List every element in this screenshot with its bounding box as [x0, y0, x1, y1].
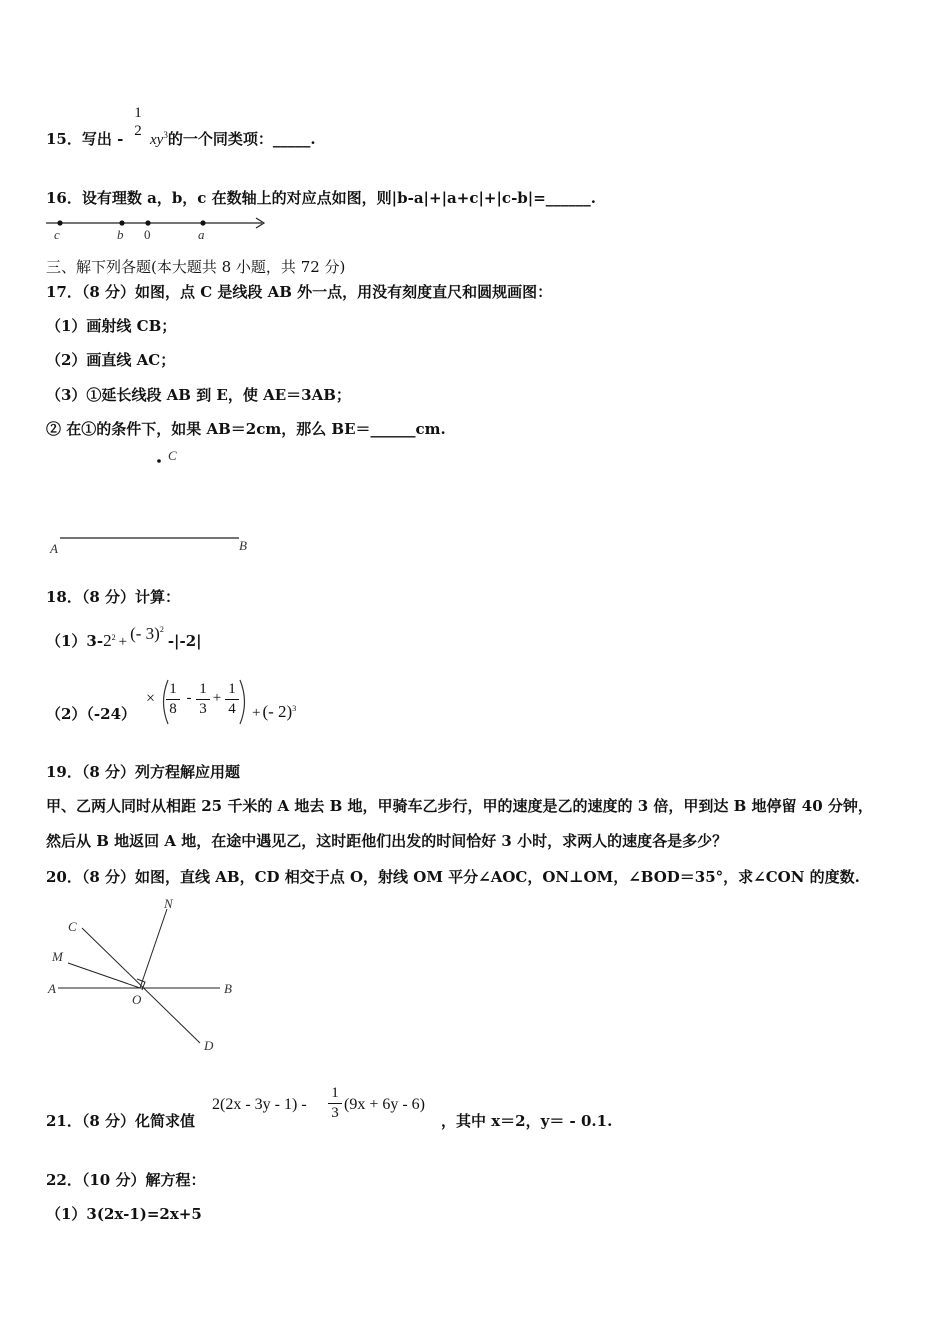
label-c: C: [68, 919, 77, 934]
q15-exp: 3: [163, 130, 168, 140]
q22-part1: （1）3(2x-1)=2x+5: [46, 1205, 202, 1223]
frac-1-den: 8: [166, 699, 180, 719]
frac-2-num: 1: [199, 681, 207, 697]
q21-fraction: [328, 1084, 342, 1123]
q21-tail: ，其中 x＝2，y＝ - 0.1.: [441, 1112, 613, 1130]
point-0-dot: [145, 220, 150, 225]
q15-fraction: [131, 104, 145, 140]
q18-p1-b-exp: 2: [159, 625, 164, 634]
q19-stem: 19．（8 分）列方程解应用题: [46, 763, 241, 781]
point-c-dot: [57, 220, 62, 225]
point-a-label: a: [198, 227, 205, 242]
ray-on: [140, 909, 167, 988]
q19-line1: 甲、乙两人同时从相距 25 千米的 A 地去 B 地，甲骑车乙步行，甲的速度是乙的速度的 3 倍，甲到达 B 地停留 40 分钟，: [46, 797, 873, 815]
q18-p2-label: （2）（-24）: [46, 705, 137, 723]
q18-p1-tail: -|-2|: [167, 632, 202, 650]
ray-om: [68, 963, 140, 988]
q17-figure: [46, 445, 266, 560]
frac-3-den: 4: [225, 699, 239, 719]
frac-1-num: 1: [169, 681, 177, 697]
label-b: B: [224, 981, 232, 996]
q18-frac-3: [225, 680, 239, 719]
q21-expr-a: 2(2x - 3y - 1) -: [212, 1096, 307, 1113]
q21-frac-num: 1: [331, 1085, 339, 1101]
q17-part4: ② 在①的条件下，如果 AB＝2cm，那么 BE＝______cm.: [46, 420, 446, 438]
q20-stem: 20．（8 分）如图，直线 AB，CD 相交于点 O，射线 OM 平分∠AOC，ON⊥OM，∠BOD＝35°，求∠CON 的度数.: [46, 868, 860, 886]
q18-p2-plus2: +: [252, 705, 261, 721]
q15-term: xy: [150, 132, 164, 148]
frac-3-num: 1: [228, 681, 236, 697]
point-c-label: C: [168, 448, 177, 463]
section-3-heading: 三、解下列各题(本大题共 8 小题，共 72 分): [46, 258, 346, 276]
q18-p2-times: ×: [146, 690, 156, 707]
q18-p1-b: (- 3): [130, 624, 160, 643]
label-o: O: [132, 992, 142, 1007]
label-m: M: [52, 949, 63, 964]
q18-p2-plus: +: [212, 690, 222, 706]
q17-part2: （2）画直线 AC；: [46, 351, 176, 369]
q18-frac-2: [196, 680, 210, 719]
q18-p1-label: （1）3-: [46, 632, 104, 650]
q19-line2: 然后从 B 地返回 A 地，在途中遇见乙，这时距他们出发的时间恰好 3 小时，求两人的速度各是多少？: [46, 832, 728, 850]
q22-stem: 22．（10 分）解方程：: [46, 1171, 206, 1189]
point-b-label: B: [239, 538, 247, 553]
label-a: A: [48, 981, 56, 996]
frac-2-den: 3: [196, 699, 210, 719]
q18-p1-plus: +: [118, 634, 128, 650]
point-c-label: c: [54, 227, 60, 242]
right-paren-big: [238, 678, 250, 726]
q15-frac-num: 1: [134, 105, 142, 121]
q18-stem: 18．（8 分）计算：: [46, 588, 181, 606]
q15-frac-den: 2: [134, 123, 142, 139]
q15-label: 15．写出 -: [46, 130, 124, 148]
q18-p2-pow-exp: 3: [292, 704, 297, 713]
label-n: N: [164, 896, 173, 911]
q18-p2-pow: (- 2): [262, 702, 293, 721]
q18-p2-tail: [252, 702, 296, 722]
point-0-label: 0: [144, 227, 151, 242]
q17-part3: （3）①延长线段 AB 到 E，使 AE＝3AB；: [46, 386, 351, 404]
q18-p2-minus: -: [186, 690, 192, 706]
q16-text: 16．设有理数 a，b，c 在数轴上的对应点如图，则|b-a|+|a+c|+|c-b|=______.: [46, 189, 597, 207]
q18-frac-1: [166, 680, 180, 719]
q15-rest: [150, 128, 316, 149]
label-d: D: [204, 1038, 214, 1053]
point-b-dot: [119, 220, 124, 225]
q15-suffix: 的一个同类项：_____.: [167, 130, 316, 148]
q18-part1: [46, 624, 202, 651]
q18-p1-a-exp: 2: [111, 633, 116, 642]
q17-part1: （1）画射线 CB；: [46, 317, 177, 335]
point-c-dot: [157, 459, 161, 463]
q20-figure: [44, 893, 244, 1058]
q18-p1-a: 2: [103, 631, 112, 650]
q21-frac-den: 3: [328, 1103, 342, 1123]
q21-label: 21．（8 分）化简求值: [46, 1112, 196, 1130]
q17-stem: 17．（8 分）如图，点 C 是线段 AB 外一点，用没有刻度直尺和圆规画图：: [46, 283, 553, 301]
q21-expr-b: (9x + 6y - 6): [344, 1096, 426, 1113]
point-b-label: b: [117, 227, 124, 242]
point-a-label: A: [50, 541, 58, 556]
q16-number-line: [44, 214, 274, 244]
point-a-dot: [200, 220, 205, 225]
